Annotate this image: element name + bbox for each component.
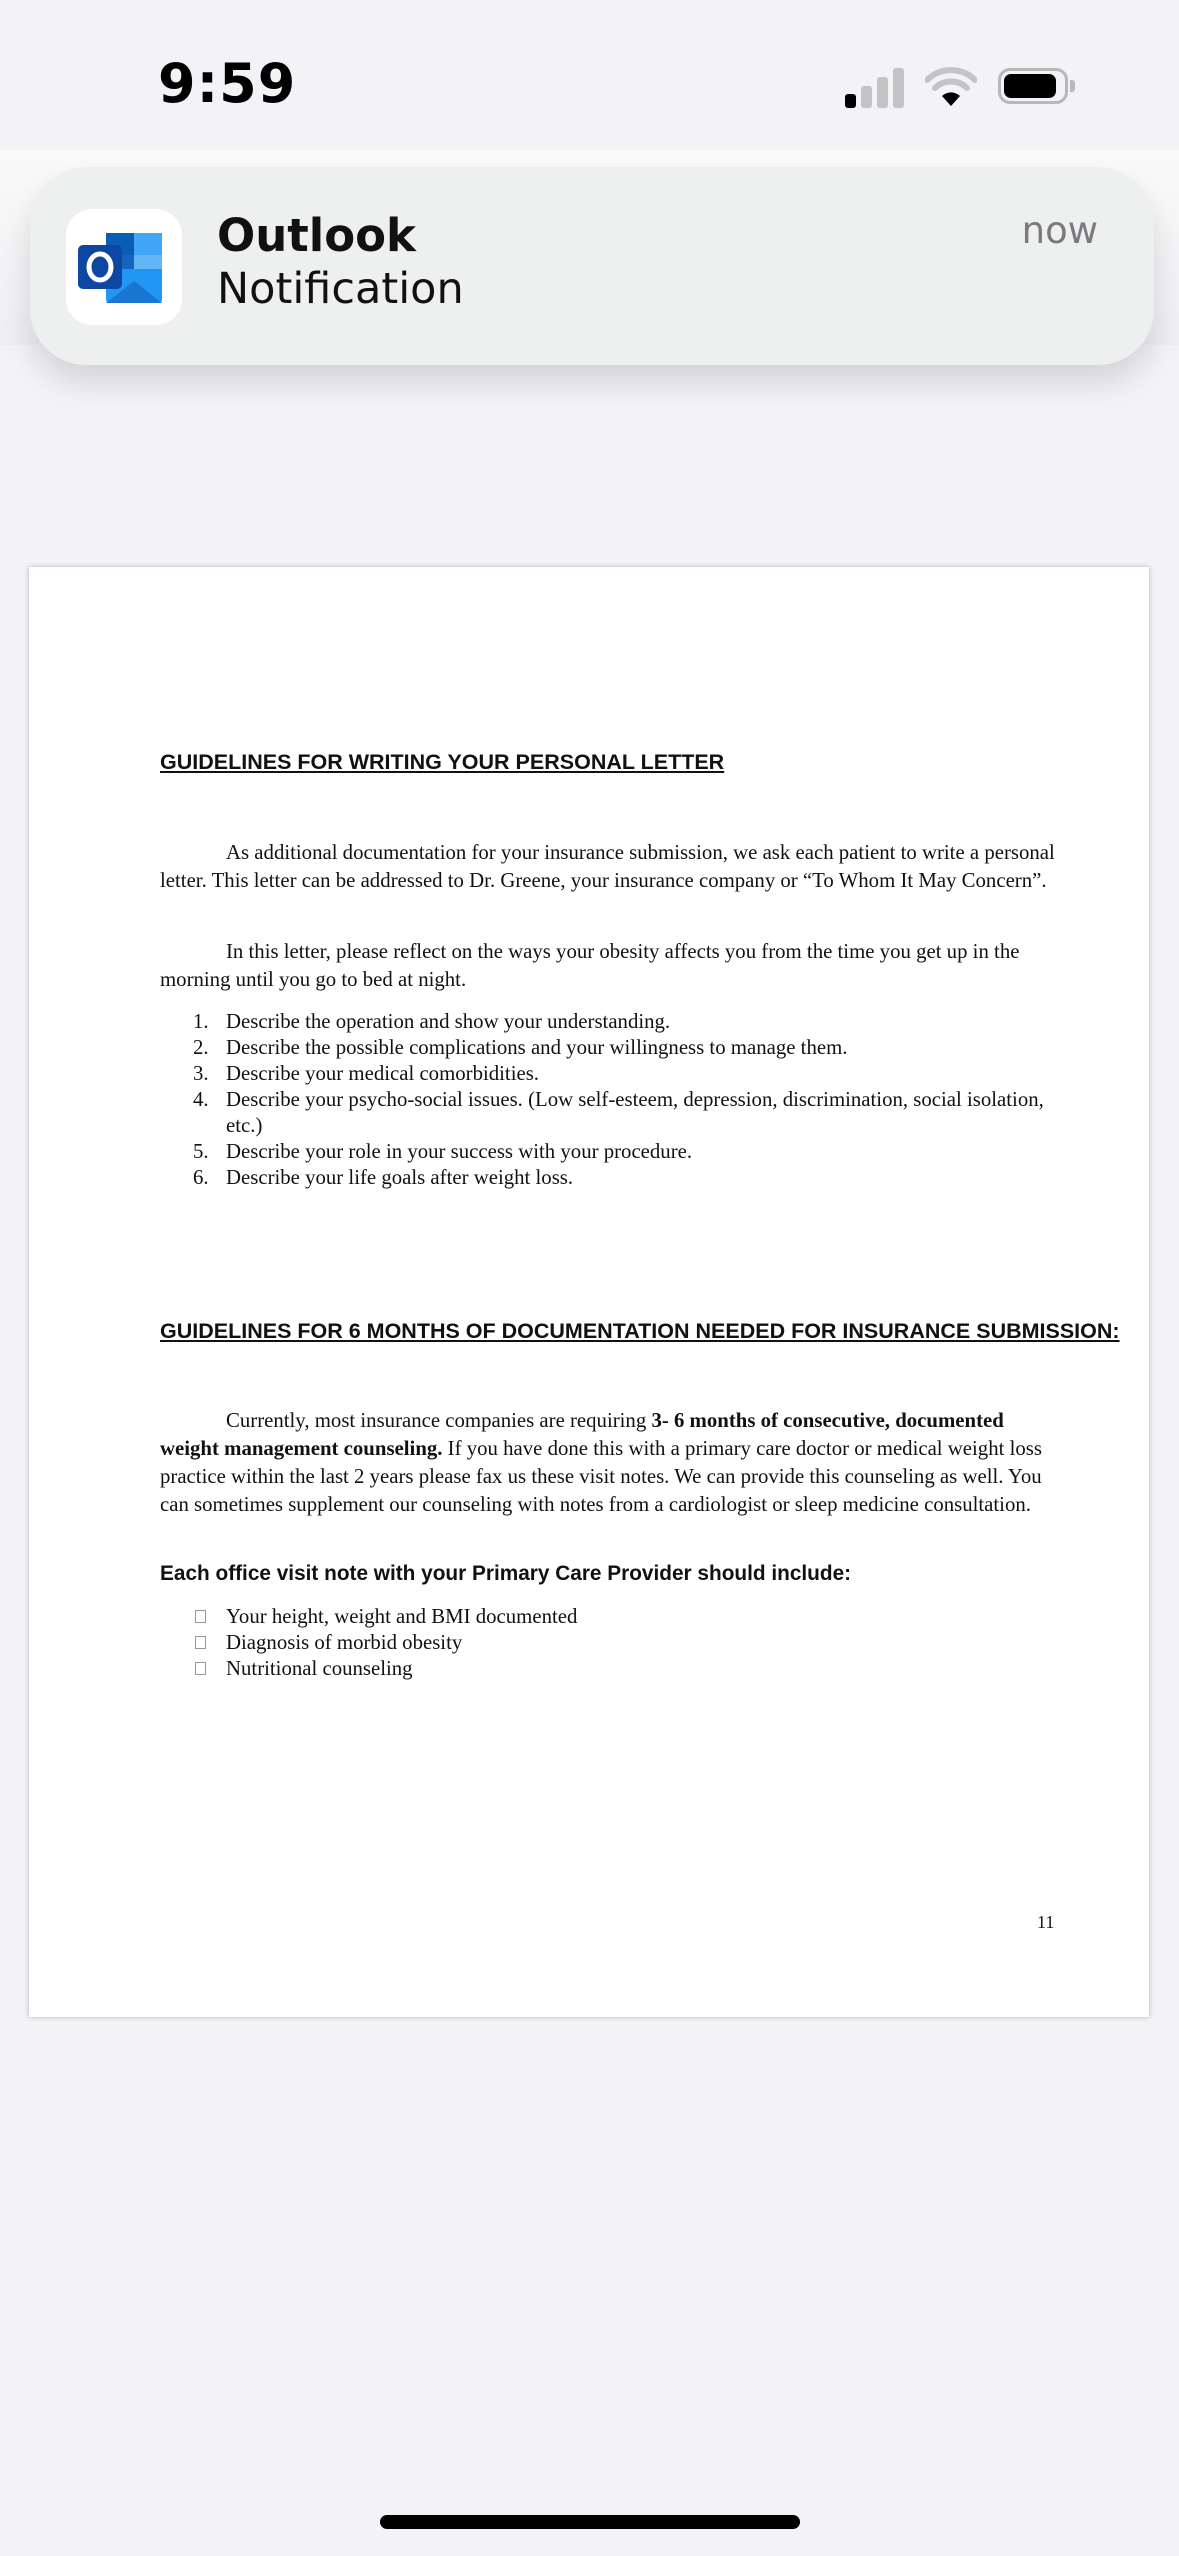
checklist-item-text: Diagnosis of morbid obesity — [226, 1631, 463, 1654]
list-item-text: Describe your psycho-social issues. (Low self-esteem, depression, discrimination, social isolation, etc.) — [226, 1088, 1044, 1137]
section1-paragraph2: In this letter, please reflect on the ways your obesity affects you from the time you get up in the morning until you go to bed at night. — [160, 940, 1020, 991]
checklist-item — [160, 1630, 1058, 1656]
list-item — [160, 1035, 1058, 1061]
list-item-number: 1. — [193, 1010, 209, 1033]
outlook-icon — [66, 209, 182, 325]
list-item — [160, 1165, 1058, 1191]
checklist-item-text: Nutritional counseling — [226, 1657, 413, 1680]
status-time: 9:59 — [158, 52, 297, 115]
notification-time: now — [1021, 209, 1098, 252]
list-item-number: 3. — [193, 1062, 209, 1085]
outlook-notification-banner[interactable] — [30, 167, 1154, 365]
list-item-text: Describe your medical comorbidities. — [226, 1062, 540, 1085]
notification-body: Notification — [217, 264, 464, 314]
list-item-text: Describe the operation and show your understanding. — [226, 1010, 671, 1033]
notification-app-name: Outlook — [217, 209, 416, 262]
letter-guidelines-list — [160, 1009, 1058, 1191]
list-item-number: 4. — [193, 1088, 209, 1111]
section2-paragraph — [160, 1407, 1058, 1519]
list-item — [160, 1009, 1058, 1035]
list-item — [160, 1061, 1058, 1087]
list-item-number: 2. — [193, 1036, 209, 1059]
document-page[interactable] — [29, 567, 1149, 2017]
list-item — [160, 1139, 1058, 1165]
list-item-text: Describe your role in your success with your procedure. — [226, 1140, 693, 1163]
home-indicator[interactable] — [380, 2515, 800, 2529]
section2-heading: GUIDELINES FOR 6 MONTHS OF DOCUMENTATION NEEDED FOR INSURANCE SUBMISSION: — [160, 1319, 1120, 1343]
wifi-icon — [925, 66, 977, 108]
checkbox-icon — [195, 1662, 206, 1675]
paragraph-bold-text: 3- 6 months of consecutive, documented weight management counseling. — [160, 1409, 1004, 1460]
office-visit-heading: Each office visit note with your Primary Care Provider should include: — [160, 1562, 852, 1585]
checklist-item-text: Your height, weight and BMI documented — [226, 1605, 578, 1628]
list-item-number: 5. — [193, 1140, 209, 1163]
paragraph-text: Currently, most insurance companies are requiring — [226, 1409, 652, 1432]
battery-icon — [998, 68, 1078, 108]
list-item-text: Describe the possible complications and your willingness to manage them. — [226, 1036, 848, 1059]
checkbox-icon — [195, 1610, 206, 1623]
checklist-item — [160, 1656, 1058, 1682]
list-item — [160, 1087, 1058, 1139]
section1-paragraph1: As additional documentation for your insurance submission, we ask each patient to write a personal letter. This letter can be addressed to Dr. Greene, your insurance company or “To Whom It May Concern”. — [160, 841, 1055, 892]
section1-heading: GUIDELINES FOR WRITING YOUR PERSONAL LETTER — [160, 750, 725, 774]
cellular-signal-icon — [845, 66, 905, 108]
page-number: 11 — [1037, 1912, 1055, 1932]
list-item-number: 6. — [193, 1166, 209, 1189]
status-bar — [0, 0, 1179, 150]
checklist-item — [160, 1604, 1058, 1630]
list-item-text: Describe your life goals after weight loss. — [226, 1166, 574, 1189]
paragraph-text: If you have done this with a primary care doctor or medical weight loss practice within the last 2 years please fax us these visit notes. We can provide this counseling as well. You can sometimes supplement our counseling with notes from a cardiologist or sleep medicine consultation. — [160, 1437, 1042, 1516]
office-visit-checklist — [160, 1604, 1058, 1682]
checkbox-icon — [195, 1636, 206, 1649]
